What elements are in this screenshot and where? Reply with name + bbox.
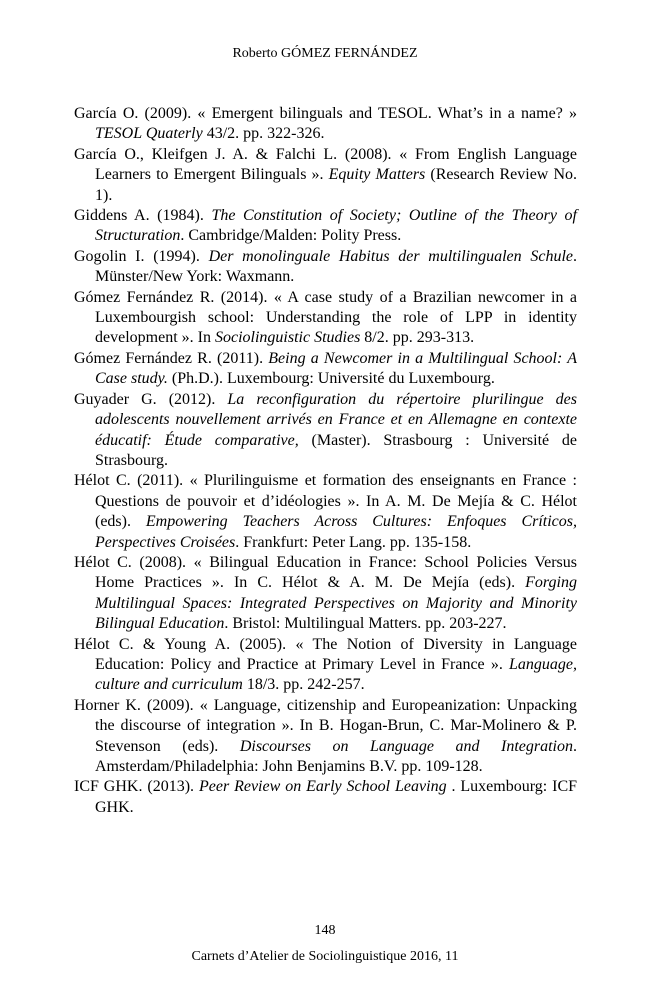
reference-text: 43/2. pp. 322-326.: [202, 125, 325, 143]
reference-entry: [74, 247, 577, 288]
reference-text: . Bristol: Multilingual Matters. pp. 203-227.: [224, 615, 507, 633]
reference-text: ICF GHK. (2013).: [74, 778, 199, 796]
reference-entry: [74, 553, 577, 635]
reference-entry: [74, 777, 577, 818]
reference-title: Forging Multilingual Spaces: Integrated Perspectives on Majority and Minority Bilingual Education: [95, 574, 577, 633]
page-number: 148: [314, 923, 336, 938]
reference-title: Language, culture and curriculum: [95, 655, 577, 694]
reference-entry: [74, 349, 577, 390]
reference-text: . Münster/New York: Waxmann.: [95, 247, 577, 286]
reference-entry: [74, 390, 577, 472]
reference-list: [74, 104, 577, 818]
reference-text: García O. (2009). « Emergent bilinguals and TESOL. What’s in a name? »: [74, 105, 577, 122]
reference-text: (Master). Strasbourg : Université de Strasbourg.: [95, 431, 577, 469]
reference-text: 18/3. pp. 242-257.: [242, 676, 365, 694]
reference-title: Being a Newcomer in a Multilingual School: A Case study.: [95, 349, 577, 388]
reference-text: . Luxembourg: ICF GHK.: [95, 778, 578, 816]
reference-text: Hélot C. (2008). « Bilingual Education in France: School Policies Versus Home Practices ». In C. Hélot & A. M. De Mejía (eds).: [74, 553, 577, 592]
reference-text: . Cambridge/Malden: Polity Press.: [180, 227, 402, 245]
running-head: Roberto GÓMEZ FERNÁNDEZ: [232, 46, 418, 61]
reference-title: TESOL Quaterly: [95, 125, 203, 143]
reference-entry: [74, 206, 577, 247]
reference-text: Gómez Fernández R. (2014). « A case study of a Brazilian newcomer in a Luxembourgish school: Understanding the role of LPP in identity development ». In: [74, 288, 577, 347]
reference-entry: [74, 104, 577, 145]
reference-text: García O., Kleifgen J. A. & Falchi L. (2008). « From English Language Learners to Emergent Bilinguals ».: [74, 145, 577, 184]
reference-text: Hélot C. (2011). « Plurilinguisme et formation des enseignants en France : Questions de pouvoir et d’idéologies ». In A. M. De Mejía & C. Hélot (eds).: [74, 472, 577, 531]
reference-text: Horner K. (2009). « Language, citizenship and Europeanization: Unpacking the discourse of integration ». In B. Hogan-Brun, C. Mar-Molinero & P. Stevenson (eds).: [74, 696, 577, 755]
reference-text: (Ph.D.). Luxembourg: Université du Luxembourg.: [167, 370, 495, 388]
reference-title: The Constitution of Society; Outline of the Theory of Structuration: [95, 207, 578, 245]
reference-title: La reconfiguration du répertoire plurilingue des adolescents nouvellement arrivés en France et en Allemagne en contexte éducatif: Étude comparative,: [95, 390, 577, 449]
reference-text: Giddens A. (1984).: [74, 207, 212, 225]
reference-title: Der monolinguale Habitus der multilingualen Schule: [208, 247, 573, 265]
reference-text: Guyader G. (2012).: [74, 390, 228, 408]
reference-text: Hélot C. & Young A. (2005). « The Notion of Diversity in Language Education: Policy and Practice at Primary Level in France ».: [74, 635, 577, 673]
reference-entry: [74, 696, 577, 778]
reference-title: Equity Matters: [328, 166, 426, 184]
reference-text: Gogolin I. (1994).: [74, 247, 209, 265]
reference-text: 8/2. pp. 293-313.: [360, 329, 475, 347]
reference-text: (Research Review No. 1).: [95, 166, 578, 204]
reference-title: Sociolinguistic Studies: [214, 329, 361, 347]
reference-entry: [74, 145, 577, 206]
reference-title: Peer Review on Early School Leaving: [198, 778, 447, 796]
reference-title: Empowering Teachers Across Cultures: Enfoques Críticos, Perspectives Croisées: [95, 513, 578, 551]
reference-entry: [74, 471, 577, 553]
reference-entry: [74, 288, 577, 349]
journal-footer: Carnets d’Atelier de Sociolinguistique 2016, 11: [191, 949, 459, 964]
reference-entry: [74, 635, 577, 696]
reference-text: . Frankfurt: Peter Lang. pp. 135-158.: [235, 533, 472, 551]
reference-title: Discourses on Language and Integration: [239, 737, 573, 755]
reference-text: Gómez Fernández R. (2011).: [74, 349, 269, 367]
reference-text: . Amsterdam/Philadelphia: John Benjamins B.V. pp. 109-128.: [95, 737, 577, 775]
